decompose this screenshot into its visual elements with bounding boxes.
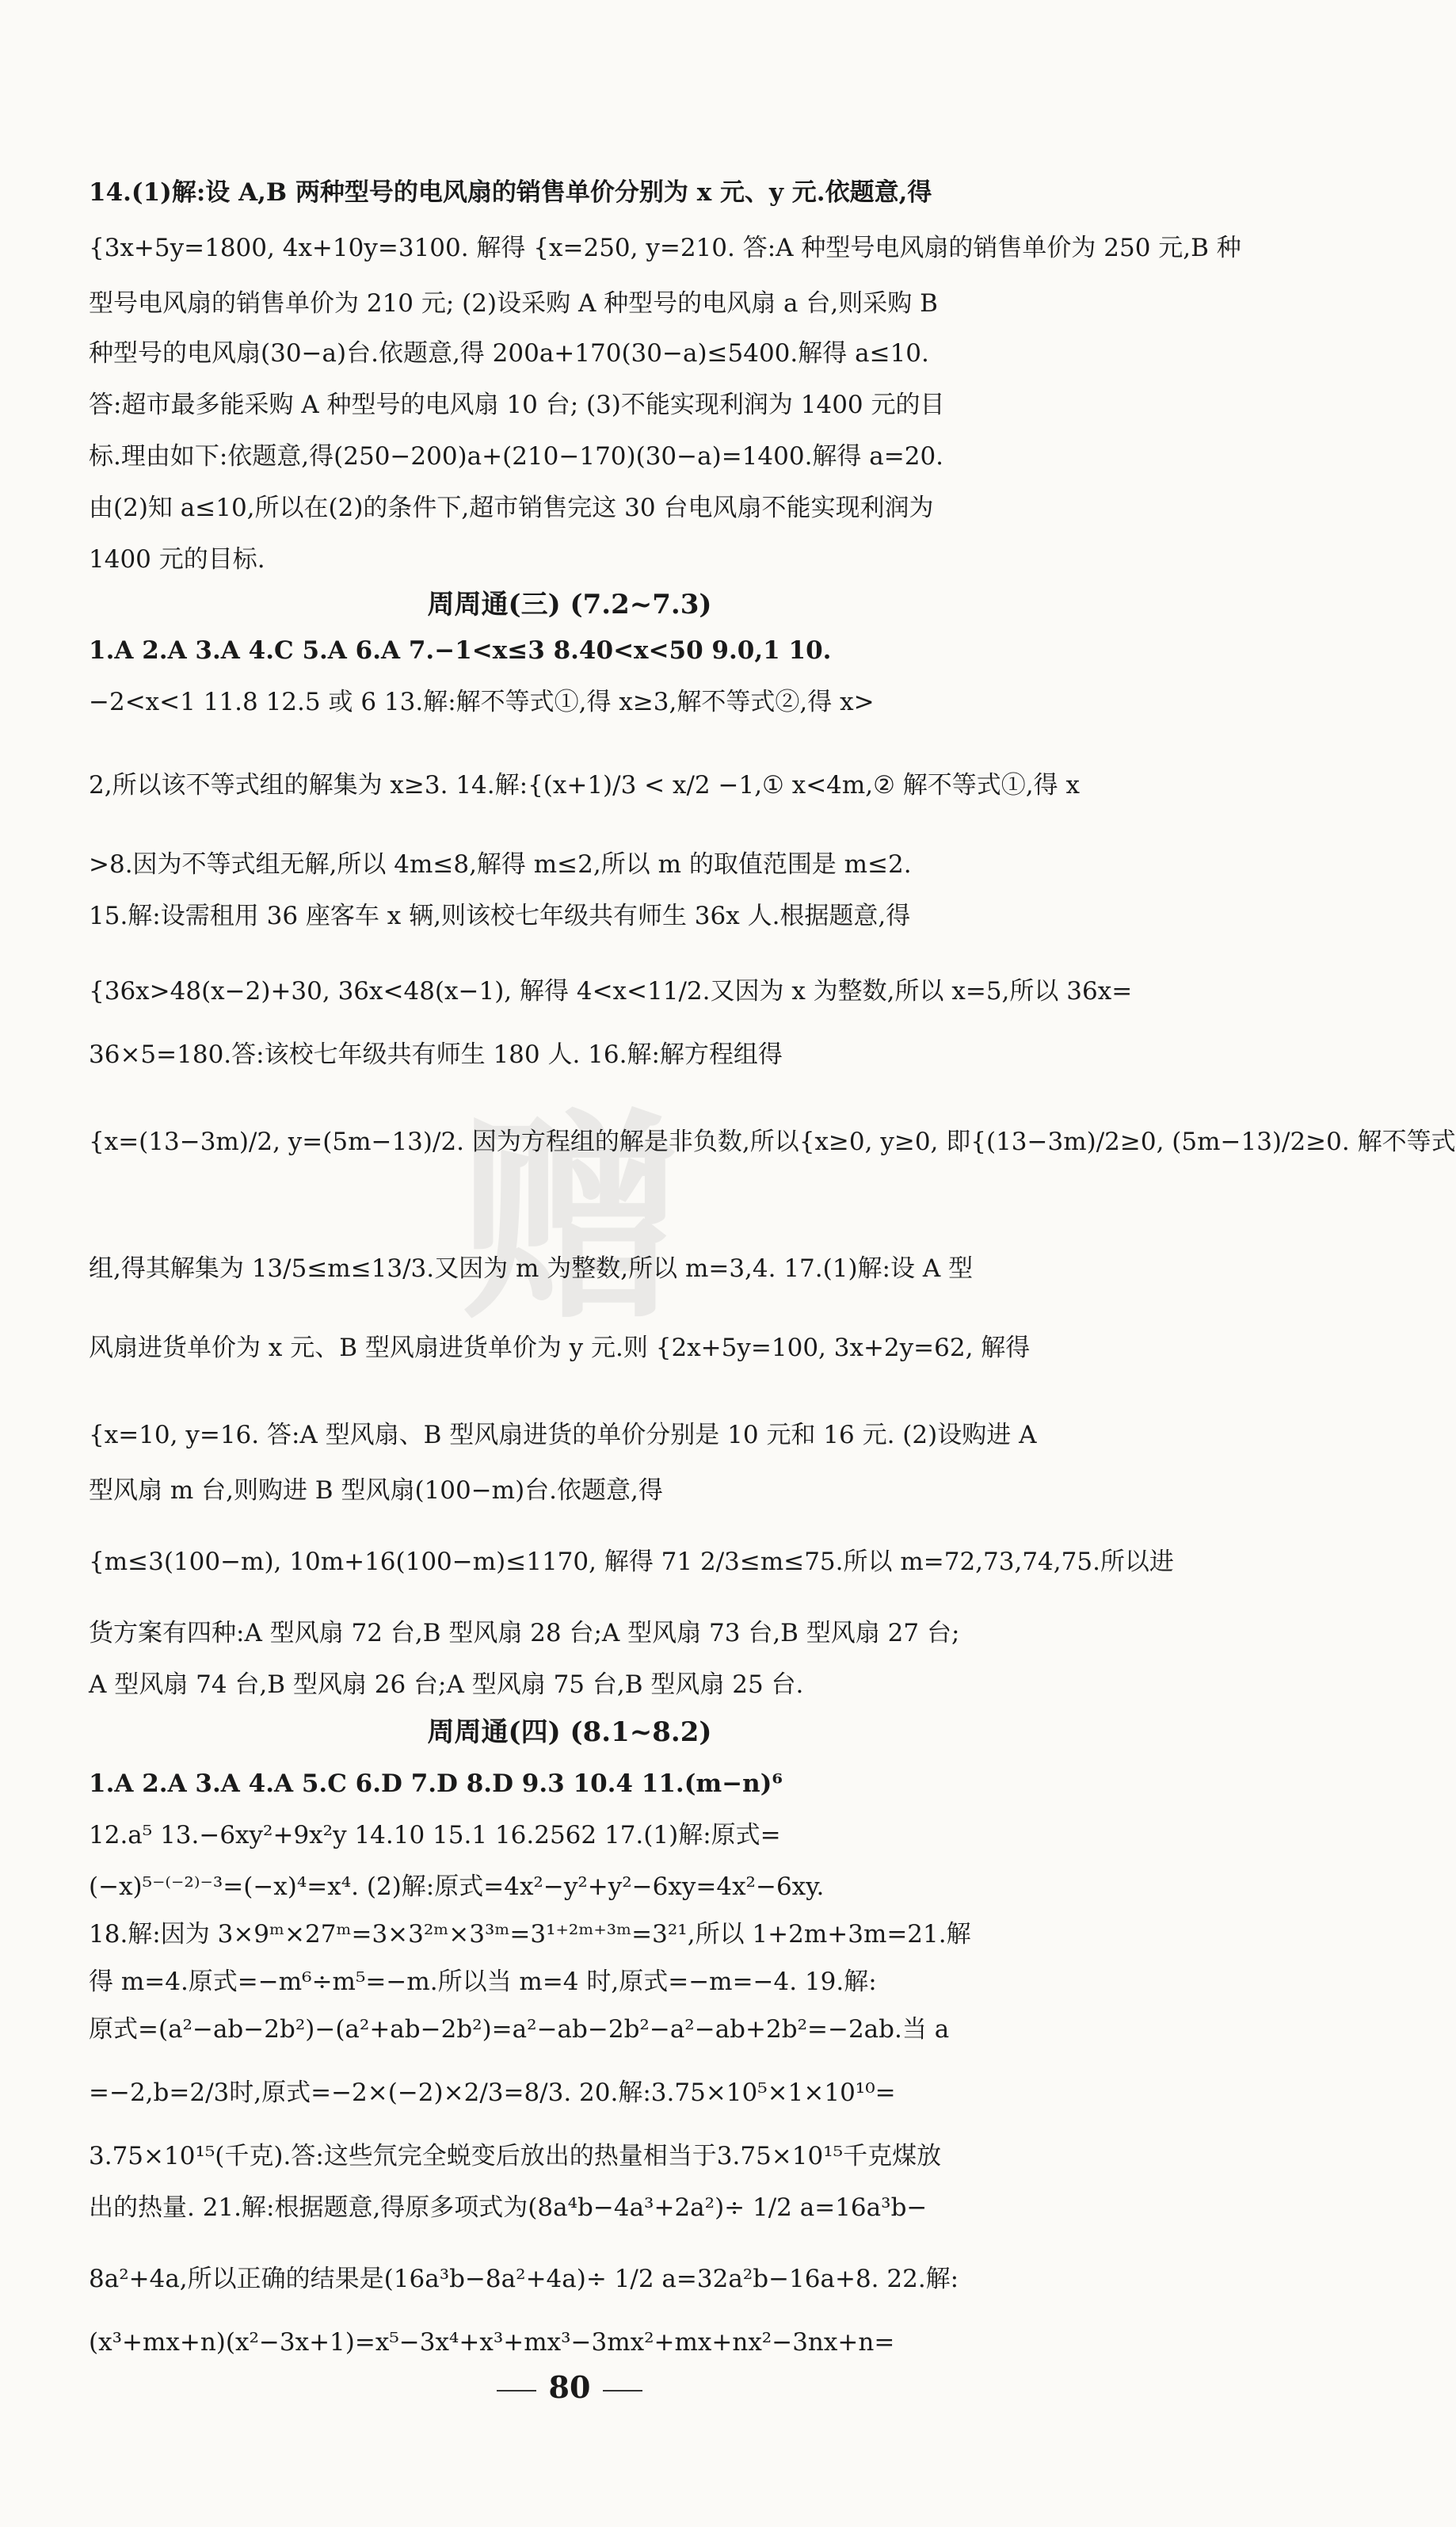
footer-rule-left (497, 2390, 536, 2391)
answer-line: 由(2)知 a≤10,所以在(2)的条件下,超市销售完这 30 台电风扇不能实现利润为 (89, 494, 934, 522)
answer-line: {3x+5y=1800, 4x+10y=3100. 解得 {x=250, y=210. 答:A 种型号电风扇的销售单价为 250 元,B 种 (89, 234, 1241, 262)
answer-line: 型风扇 m 台,则购进 B 型风扇(100−m)台.依题意,得 (89, 1476, 663, 1505)
section-title: 周周通(四) (8.1~8.2) (427, 1716, 712, 1748)
answer-line: 出的热量. 21.解:根据题意,得原多项式为(8a⁴b−4a³+2a²)÷ 1/2 a=16a³b− (89, 2193, 928, 2222)
answer-line: 风扇进货单价为 x 元、B 型风扇进货单价为 y 元.则 {2x+5y=100, 3x+2y=62, 解得 (89, 1334, 1031, 1362)
answer-line: 标.理由如下:依题意,得(250−200)a+(210−170)(30−a)=1400.解得 a=20. (89, 442, 944, 471)
answer-line: (x³+mx+n)(x²−3x+1)=x⁵−3x⁴+x³+mx³−3mx²+mx+nx²−3nx+n= (89, 2328, 895, 2357)
answer-line: {36x>48(x−2)+30, 36x<48(x−1), 解得 4<x<11/2.又因为 x 为整数,所以 x=5,所以 36x= (89, 977, 1133, 1006)
answer-line: 组,得其解集为 13/5≤m≤13/3.又因为 m 为整数,所以 m=3,4. 17.(1)解:设 A 型 (89, 1254, 974, 1283)
answer-line: 型号电风扇的销售单价为 210 元; (2)设采购 A 种型号的电风扇 a 台,则采购 B (89, 289, 938, 318)
answer-line: 1.A 2.A 3.A 4.C 5.A 6.A 7.−1<x≤3 8.40<x<50 9.0,1 10. (89, 636, 832, 665)
answer-line: 14.(1)解:设 A,B 两种型号的电风扇的销售单价分别为 x 元、y 元.依题意,得 (89, 178, 932, 207)
answer-line: 货方案有四种:A 型风扇 72 台,B 型风扇 28 台;A 型风扇 73 台,B 型风扇 27 台; (89, 1619, 960, 1647)
answer-line: 原式=(a²−ab−2b²)−(a²+ab−2b²)=a²−ab−2b²−a²−ab+2b²=−2ab.当 a (89, 2015, 950, 2044)
answer-line: =−2,b=2/3时,原式=−2×(−2)×2/3=8/3. 20.解:3.75×10⁵×1×10¹⁰= (89, 2078, 896, 2107)
answer-line: 15.解:设需租用 36 座客车 x 辆,则该校七年级共有师生 36x 人.根据题意,得 (89, 902, 911, 930)
footer-rule-right (603, 2390, 642, 2391)
gift-watermark: 赠 (459, 1091, 681, 1349)
answer-line: 答:超市最多能采购 A 种型号的电风扇 10 台; (3)不能实现利润为 1400 元的目 (89, 391, 945, 419)
answer-line: 12.a⁵ 13.−6xy²+9x²y 14.10 15.1 16.2562 17.(1)解:原式= (89, 1821, 781, 1849)
answer-line: 3.75×10¹⁵(千克).答:这些氘完全蜕变后放出的热量相当于3.75×10¹⁵千克煤放 (89, 2142, 942, 2170)
section-title: 周周通(三) (7.2~7.3) (427, 589, 712, 620)
answer-line: 得 m=4.原式=−m⁶÷m⁵=−m.所以当 m=4 时,原式=−m=−4. 19.解: (89, 1968, 877, 1996)
answer-line: {m≤3(100−m), 10m+16(100−m)≤1170, 解得 71 2/3≤m≤75.所以 m=72,73,74,75.所以进 (89, 1548, 1174, 1576)
page-number-footer (0, 2369, 1139, 2405)
answer-line: (−x)⁵⁻⁽⁻²⁾⁻³=(−x)⁴=x⁴. (2)解:原式=4x²−y²+y²−6xy=4x²−6xy. (89, 1872, 825, 1901)
page-number: 80 (548, 2369, 591, 2405)
answer-line: 8a²+4a,所以正确的结果是(16a³b−8a²+4a)÷ 1/2 a=32a²b−16a+8. 22.解: (89, 2265, 959, 2293)
answer-line: 18.解:因为 3×9ᵐ×27ᵐ=3×3²ᵐ×3³ᵐ=3¹⁺²ᵐ⁺³ᵐ=3²¹,所以 1+2m+3m=21.解 (89, 1920, 971, 1949)
answer-line: 2,所以该不等式组的解集为 x≥3. 14.解:{(x+1)/3 < x/2 −1,① x<4m,② 解不等式①,得 x (89, 771, 1080, 800)
answer-line: >8.因为不等式组无解,所以 4m≤8,解得 m≤2,所以 m 的取值范围是 m≤2. (89, 850, 912, 879)
answer-line: 1400 元的目标. (89, 545, 265, 574)
answer-line: −2<x<1 11.8 12.5 或 6 13.解:解不等式①,得 x≥3,解不等式②,得 x> (89, 688, 875, 716)
answer-line: 1.A 2.A 3.A 4.A 5.C 6.D 7.D 8.D 9.3 10.4 11.(m−n)⁶ (89, 1769, 783, 1798)
answer-line: {x=(13−3m)/2, y=(5m−13)/2. 因为方程组的解是非负数,所以{x≥0, y≥0, 即{(13−3m)/2≥0, (5m−13)/2≥0. 解不等式 (89, 1128, 1456, 1156)
answer-line: 种型号的电风扇(30−a)台.依题意,得 200a+170(30−a)≤5400.解得 a≤10. (89, 339, 929, 368)
answer-line: 36×5=180.答:该校七年级共有师生 180 人. 16.解:解方程组得 (89, 1040, 783, 1069)
answer-line: A 型风扇 74 台,B 型风扇 26 台;A 型风扇 75 台,B 型风扇 25 台. (89, 1670, 804, 1699)
answer-line: {x=10, y=16. 答:A 型风扇、B 型风扇进货的单价分别是 10 元和 16 元. (2)设购进 A (89, 1421, 1037, 1449)
